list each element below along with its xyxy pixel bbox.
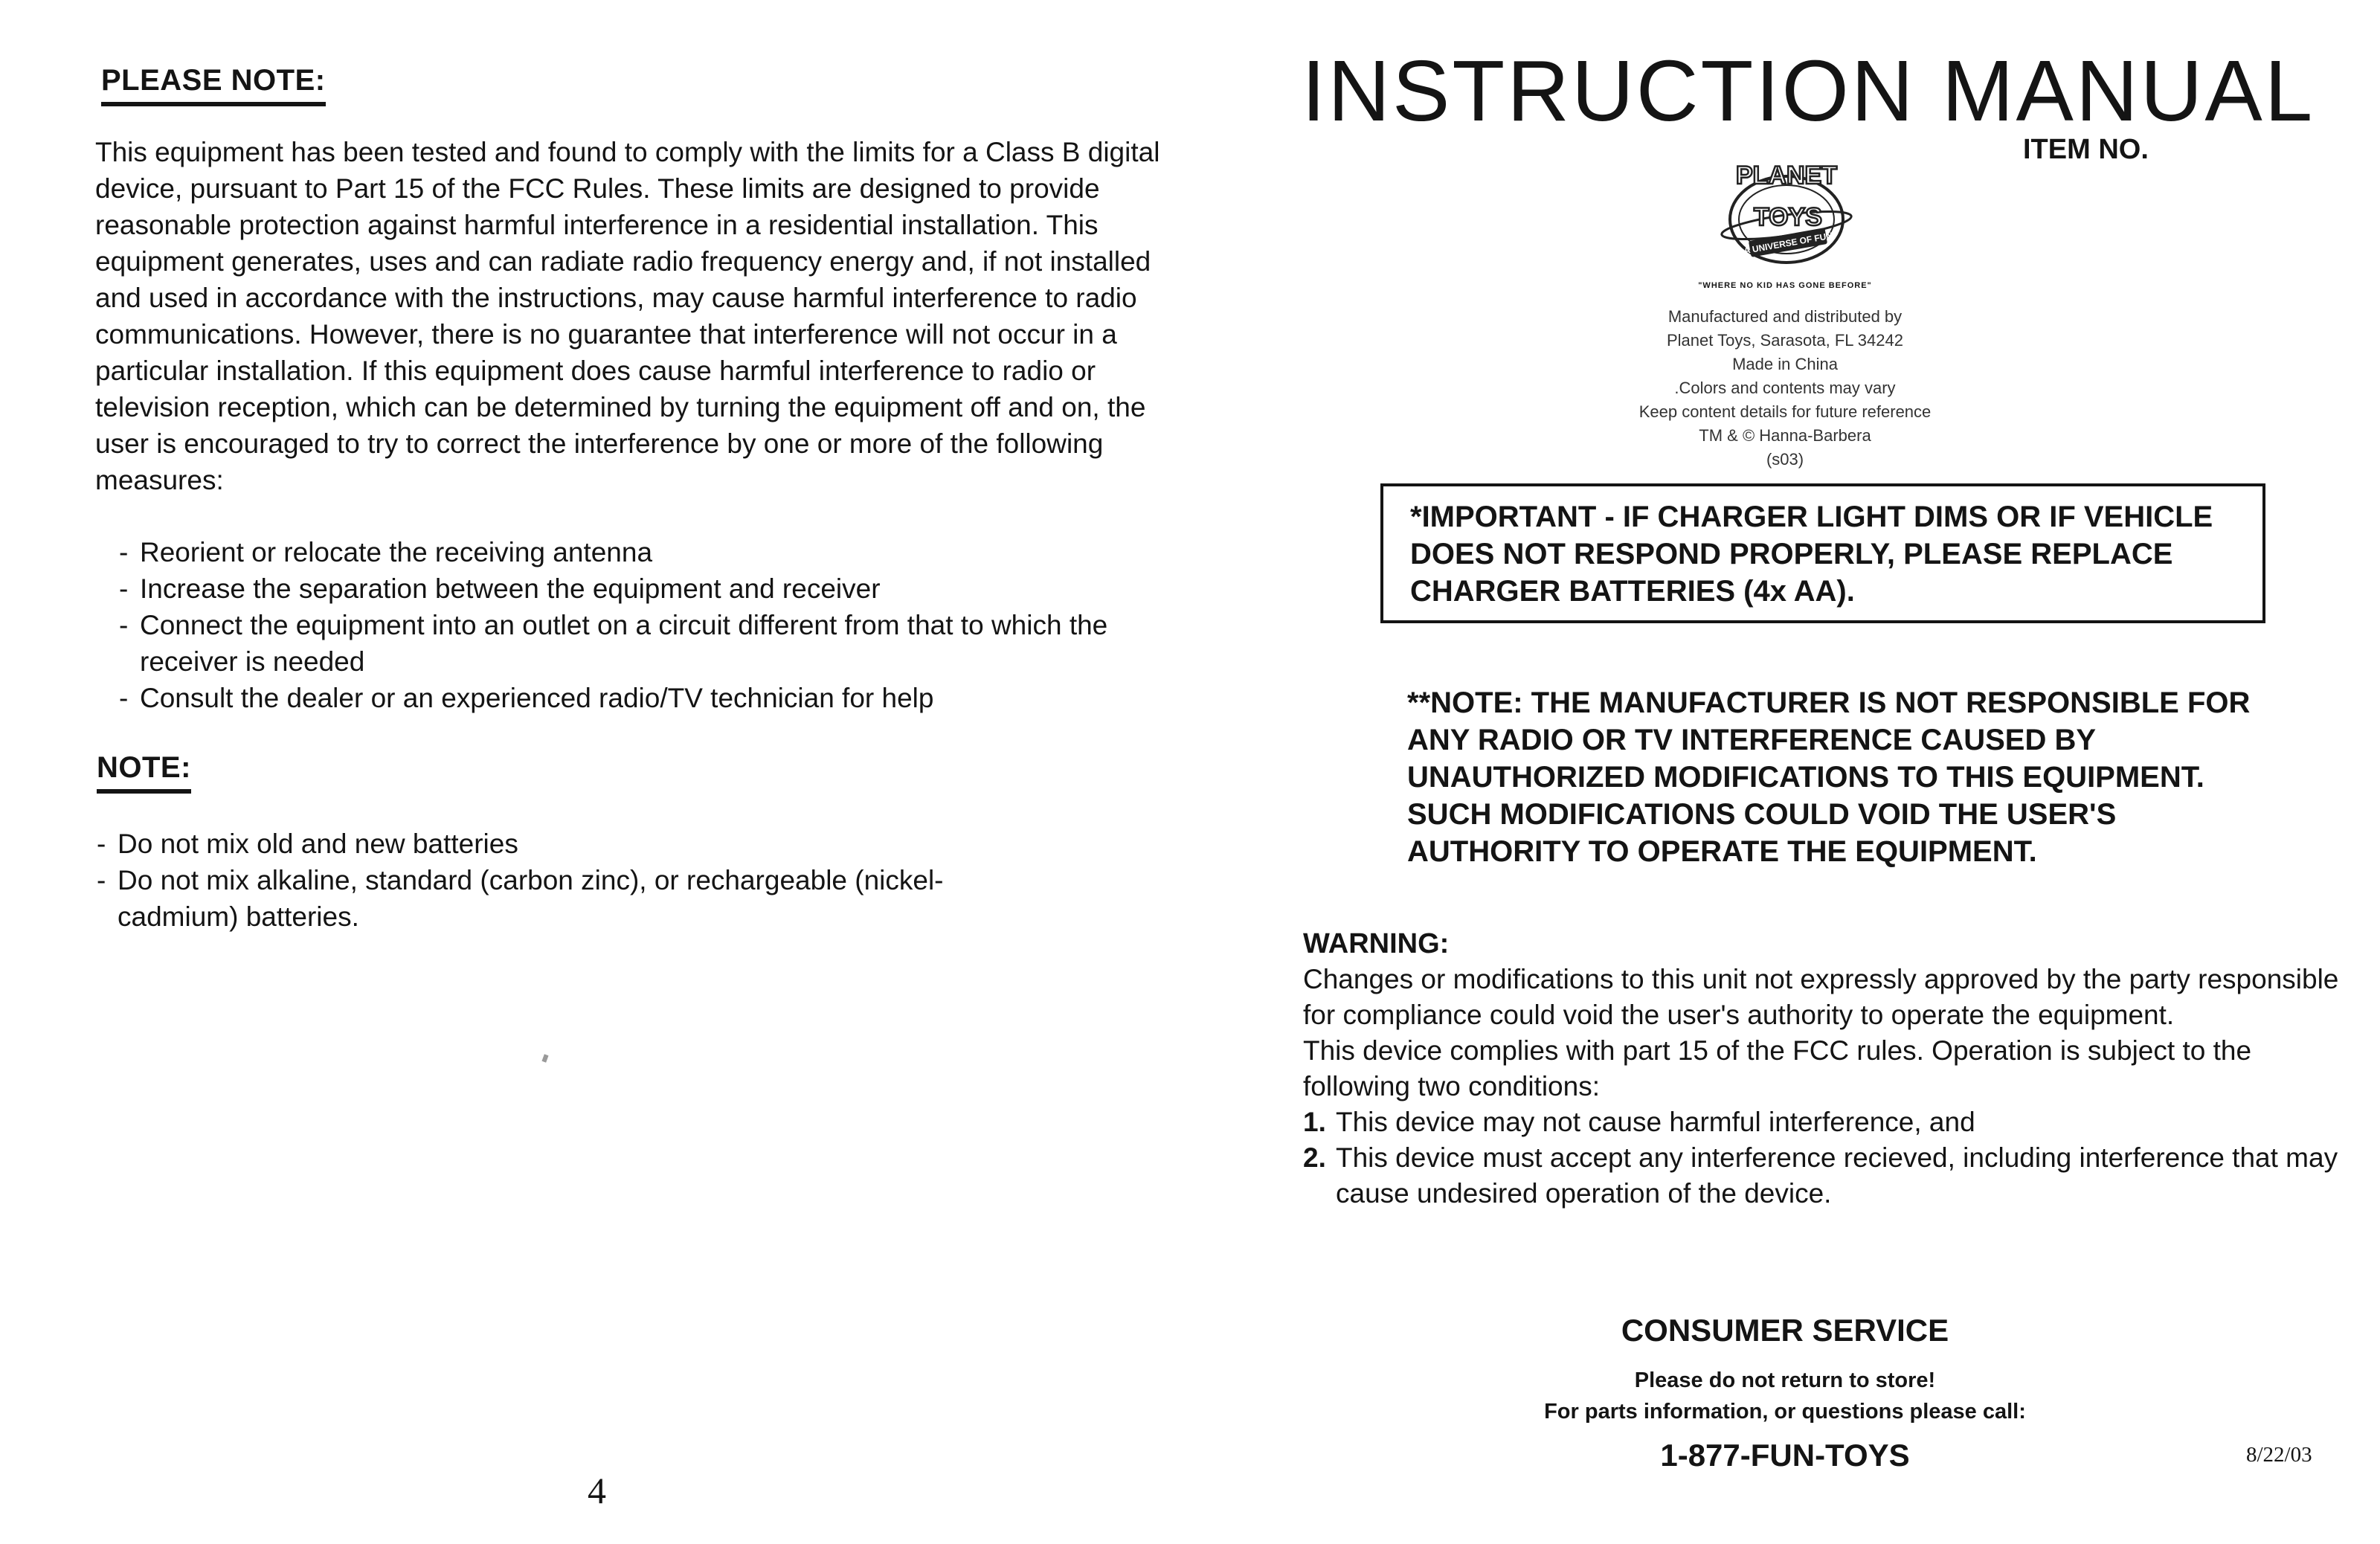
- manufacturer-line: Planet Toys, Sarasota, FL 34242: [1667, 331, 1903, 350]
- consumer-service-title: CONSUMER SERVICE: [1621, 1313, 1949, 1348]
- list-item-text: Consult the dealer or an experienced radio/TV technician for help: [140, 683, 934, 713]
- condition-number: 1.: [1303, 1107, 1326, 1137]
- logo-banner: A UNIVERSE OF FUN: [1743, 230, 1833, 257]
- logo-wordmark-top: PLANET: [1736, 161, 1837, 190]
- list-item-text: Do not mix alkaline, standard (carbon zinc), or rechargeable (nickel-cadmium) batteries.: [118, 865, 944, 932]
- list-item: - Reorient or relocate the receiving antenna: [119, 537, 653, 567]
- manufacturer-line: Manufactured and distributed by: [1667, 307, 1903, 326]
- manufacturer-info: [1577, 305, 1993, 472]
- manufacturer-line: (s03): [1766, 450, 1804, 469]
- manufacturer-line: Made in China: [1732, 355, 1838, 373]
- warning-section: [1303, 926, 2344, 1212]
- item-number-label: ITEM NO.: [2023, 134, 2149, 165]
- manual-title: INSTRUCTION MANUAL: [1302, 42, 2315, 139]
- warning-heading: WARNING:: [1303, 928, 1450, 959]
- list-item-text: Increase the separation between the equipment and receiver: [140, 573, 881, 604]
- condition-text: This device may not cause harmful interference, and: [1336, 1107, 1975, 1137]
- warning-text: Changes or modifications to this unit not expressly approved by the party responsible for compliance could void the user's authority to operate the equipment.: [1303, 964, 2339, 1030]
- fcc-conditions-intro: This device complies with part 15 of the FCC rules. Operation is subject to the following two conditions:: [1303, 1035, 2252, 1101]
- manufacturer-line: TM & © Hanna-Barbera: [1699, 426, 1871, 445]
- manufacturer-line: .Colors and contents may vary: [1674, 379, 1896, 397]
- important-notice-box: [1380, 483, 2265, 623]
- list-item: - Increase the separation between the equipment and receiver: [119, 573, 881, 604]
- page-number: 4: [588, 1470, 606, 1511]
- list-item-text: Connect the equipment into an outlet on a circuit different from that to which the receiver is needed: [140, 610, 1108, 677]
- fcc-compliance-paragraph: [95, 134, 1166, 498]
- condition-number: 2.: [1303, 1142, 1326, 1173]
- list-item: - Connect the equipment into an outlet on a circuit different from that to which the receiver is needed: [119, 610, 1108, 677]
- manufacturer-line: Keep content details for future reference: [1638, 402, 1932, 421]
- consumer-service-instruction: For parts information, or questions please call:: [1544, 1400, 2026, 1424]
- document-date: 8/22/03: [2246, 1443, 2312, 1467]
- consumer-service-phone: 1-877-FUN-TOYS: [1660, 1438, 1910, 1473]
- planet-toys-logo-icon: [1720, 145, 1853, 279]
- list-item-text: Do not mix old and new batteries: [118, 829, 518, 859]
- list-item: - Consult the dealer or an experienced radio/TV technician for help: [119, 683, 934, 713]
- list-item: - Do not mix old and new batteries: [97, 829, 518, 859]
- fcc-compliance-text: This equipment has been tested and found to comply with the limits for a Class B digital device, pursuant to Part 15 of the FCC Rules. These limits are designed to provide reasonable protection against harmful interference in a residential installation. This equipment generates, uses and can radiate radio frequency energy and, if not installed and used in accordance with the instructions, may cause harmful interference to radio communications. However, there is no guarantee that interference will not occur in a particular installation. If this equipment does cause harmful interference to radio or television reception, which can be determined by turning the equipment off and on, the user is encouraged to try to correct the interference by one or more of the following measures:: [95, 137, 1160, 495]
- list-item: - Do not mix alkaline, standard (carbon zinc), or rechargeable (nickel-cadmium) batteries.: [97, 865, 944, 932]
- logo-wordmark-bottom: TOYS: [1754, 203, 1822, 231]
- condition-item: [1303, 1104, 2344, 1140]
- consumer-service-note: Please do not return to store!: [1634, 1368, 1936, 1392]
- consumer-service-block: [1488, 1313, 2082, 1473]
- scan-speck: [541, 1054, 548, 1062]
- important-notice-text: *IMPORTANT - IF CHARGER LIGHT DIMS OR IF VEHICLE DOES NOT RESPOND PROPERLY, PLEASE REPLACE CHARGER BATTERIES (4x AA).: [1410, 501, 2213, 608]
- right-page: [1190, 0, 2380, 1544]
- note-heading: NOTE:: [97, 751, 191, 794]
- interference-measures-list: [119, 534, 1130, 716]
- list-item-text: Reorient or relocate the receiving antenna: [140, 537, 653, 567]
- please-note-heading: PLEASE NOTE:: [101, 64, 326, 106]
- manufacturer-disclaimer: **NOTE: THE MANUFACTURER IS NOT RESPONSIBLE FOR ANY RADIO OR TV INTERFERENCE CAUSED BY UNAUTHORIZED MODIFICATIONS TO THIS EQUIPMENT. SUCH MODIFICATIONS COULD VOID THE USER'S AUTHORITY TO OPERATE THE EQUIPMENT.: [1407, 686, 2251, 868]
- battery-notes-list: [97, 826, 1049, 935]
- brand-tagline: "WHERE NO KID HAS GONE BEFORE": [1698, 281, 1872, 290]
- condition-text: This device must accept any interference recieved, including interference that may cause undesired operation of the device.: [1336, 1142, 2338, 1209]
- condition-item: [1303, 1140, 2344, 1212]
